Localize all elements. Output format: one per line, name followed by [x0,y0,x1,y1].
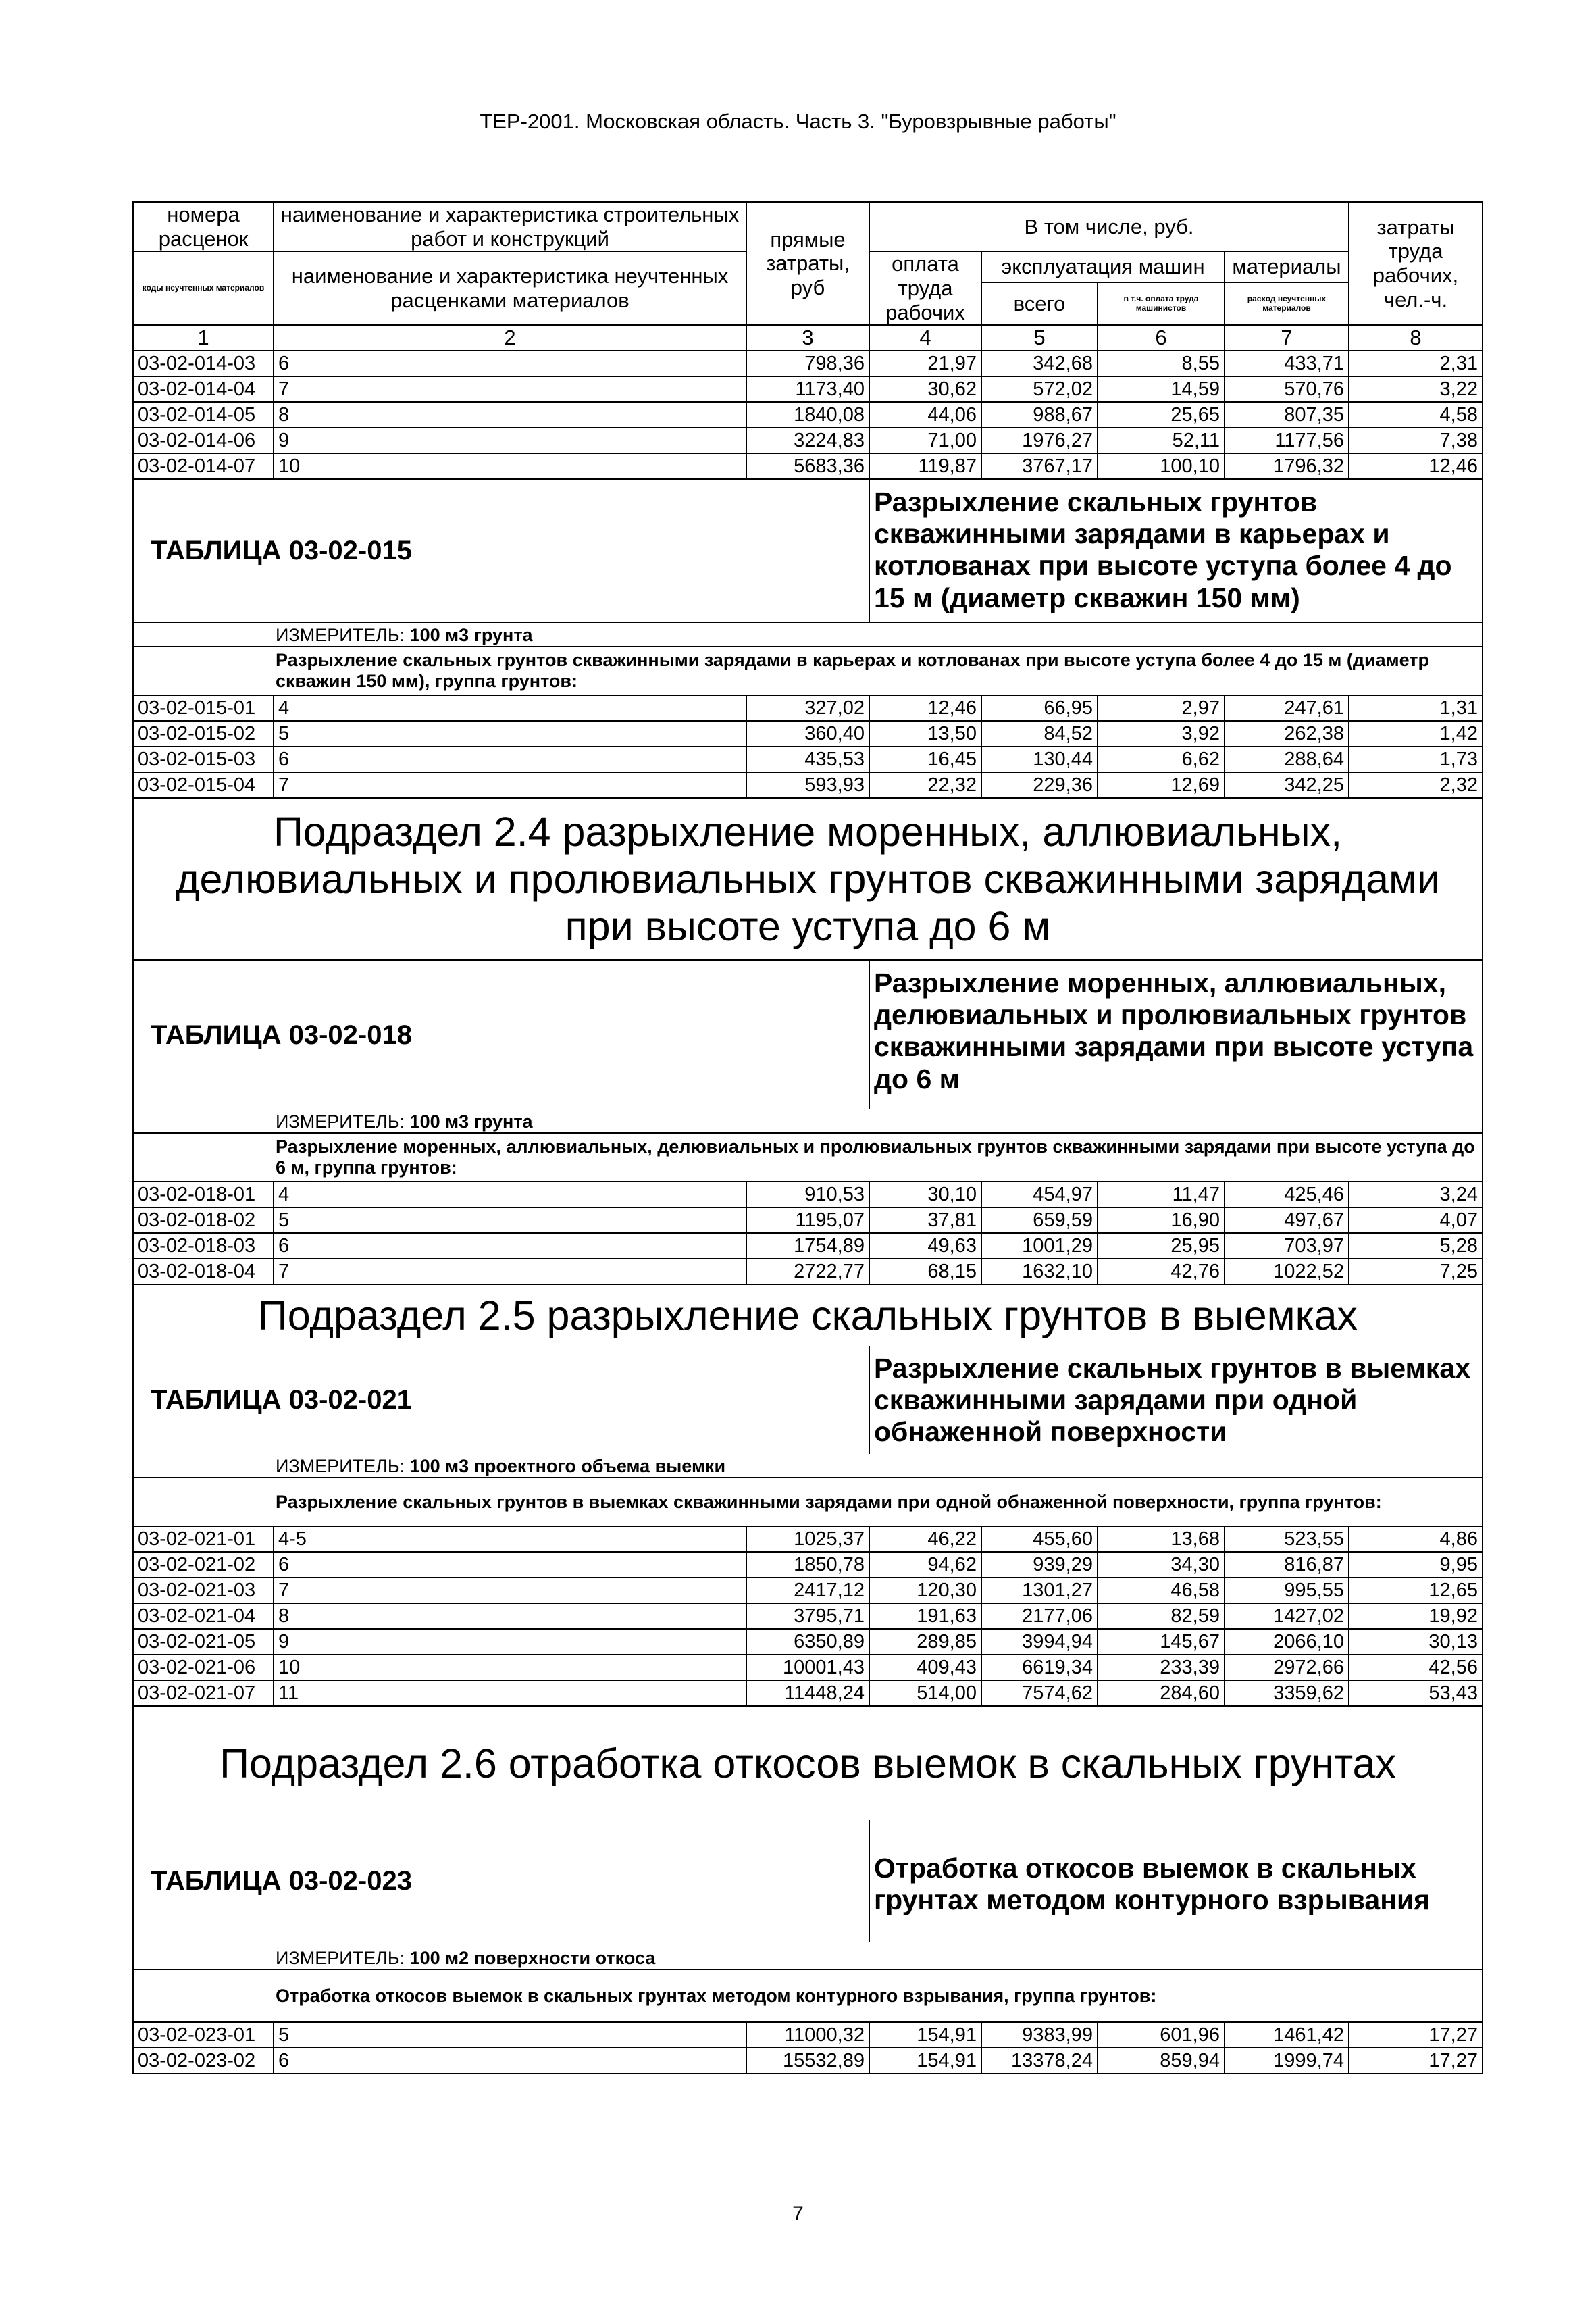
machinist-wages-cell: 601,96 [1098,2022,1225,2048]
machines-total-cell: 9383,99 [981,2022,1098,2048]
rate-code-cell: 03-02-021-02 [133,1552,274,1578]
page-header: ТЕР-2001. Московская область. Часть 3. "Буровзрывные работы" [480,109,1116,133]
table-row [133,453,1483,479]
direct-costs-cell: 1840,08 [746,402,869,428]
table-row [133,1552,1483,1578]
labor-costs-cell: 19,92 [1349,1603,1483,1629]
direct-costs-cell: 360,40 [746,721,869,747]
table-018-desc-row [133,1133,1483,1182]
machines-total-cell: 1001,29 [981,1233,1098,1259]
materials-cell: 1461,42 [1225,2022,1349,2048]
wages-cell: 154,91 [869,2048,981,2073]
soil-group-cell: 6 [274,1233,746,1259]
table-row [133,721,1483,747]
table-row [133,1629,1483,1655]
column-numbers-row [133,325,1483,351]
soil-group-cell: 4-5 [274,1526,746,1552]
labor-costs-cell: 4,86 [1349,1526,1483,1552]
labor-costs-cell: 1,42 [1349,721,1483,747]
soil-group-cell: 6 [274,747,746,772]
direct-costs-cell: 2417,12 [746,1578,869,1603]
soil-group-cell: 9 [274,1629,746,1655]
col-number: 5 [981,325,1098,351]
subsection-2-5-row [133,1284,1483,1346]
materials-cell: 433,71 [1225,351,1349,376]
wages-cell: 289,85 [869,1629,981,1655]
wages-cell: 30,10 [869,1182,981,1207]
machinist-wages-cell: 8,55 [1098,351,1225,376]
col-number: 4 [869,325,981,351]
wages-cell: 12,46 [869,695,981,721]
soil-group-cell: 7 [274,1259,746,1284]
table-row [133,772,1483,798]
direct-costs-cell: 1754,89 [746,1233,869,1259]
machines-total-cell: 2177,06 [981,1603,1098,1629]
soil-group-cell: 7 [274,1578,746,1603]
table-021-title: Разрыхление скальных грунтов в выемках скважинными зарядами при одной обнаженной поверхности [869,1346,1483,1454]
labor-costs-cell: 3,24 [1349,1182,1483,1207]
rate-code-cell: 03-02-021-03 [133,1578,274,1603]
rate-code-cell: 03-02-021-01 [133,1526,274,1552]
table-row [133,1526,1483,1552]
machines-total-cell: 939,29 [981,1552,1098,1578]
table-015-heading [133,479,1483,622]
rate-code-cell: 03-02-014-05 [133,402,274,428]
direct-costs-cell: 3795,71 [746,1603,869,1629]
rate-code-cell: 03-02-015-04 [133,772,274,798]
table-018-desc: Разрыхление моренных, аллювиальных, делювиальных и пролювиальных грунтов скважинными зарядами при высоте уступа до 6 м, группа грунтов: [133,1133,1483,1182]
machinist-wages-cell: 13,68 [1098,1526,1225,1552]
rate-code-cell: 03-02-021-06 [133,1655,274,1680]
soil-group-cell: 6 [274,1552,746,1578]
materials-cell: 1022,52 [1225,1259,1349,1284]
col-number: 1 [133,325,274,351]
page-number: 7 [792,2203,804,2225]
machines-total-cell: 1632,10 [981,1259,1098,1284]
materials-cell: 995,55 [1225,1578,1349,1603]
wages-cell: 154,91 [869,2022,981,2048]
table-015-label: ТАБЛИЦА 03-02-015 [133,479,869,622]
rate-code-cell: 03-02-014-07 [133,453,274,479]
soil-group-cell: 8 [274,1603,746,1629]
machines-total-cell: 1301,27 [981,1578,1098,1603]
rate-code-cell: 03-02-021-05 [133,1629,274,1655]
table-row [133,1233,1483,1259]
labor-costs-cell: 9,95 [1349,1552,1483,1578]
labor-costs-cell: 12,65 [1349,1578,1483,1603]
machines-total-cell: 988,67 [981,402,1098,428]
soil-group-cell: 4 [274,1182,746,1207]
machines-total-cell: 3994,94 [981,1629,1098,1655]
labor-costs-cell: 4,58 [1349,402,1483,428]
machinist-wages-cell: 14,59 [1098,376,1225,402]
machinist-wages-cell: 25,95 [1098,1233,1225,1259]
direct-costs-cell: 11448,24 [746,1680,869,1706]
direct-costs-cell: 798,36 [746,351,869,376]
table-023-desc: Отработка откосов выемок в скальных грунтах методом контурного взрывания, группа грунтов: [133,1969,1483,2022]
machinist-wages-cell: 42,76 [1098,1259,1225,1284]
soil-group-cell: 11 [274,1680,746,1706]
table-023-meter: 100 м2 поверхности откоса [409,1948,656,1969]
col-direct-costs-header: прямые затраты, руб [746,202,869,325]
machinist-wages-cell: 16,90 [1098,1207,1225,1233]
table-row [133,1680,1483,1706]
col-work-name-header: наименование и характеристика строительных работ и конструкций [274,202,746,251]
materials-cell: 497,67 [1225,1207,1349,1233]
machinist-wages-cell: 2,97 [1098,695,1225,721]
table-021-meter: 100 м3 проектного объема выемки [409,1456,726,1477]
machinist-wages-cell: 46,58 [1098,1578,1225,1603]
machines-total-cell: 84,52 [981,721,1098,747]
table-023-desc-row [133,1969,1483,2022]
table-018-label: ТАБЛИЦА 03-02-018 [133,960,869,1109]
col-wages-header: оплата труда рабочих [869,251,981,325]
direct-costs-cell: 6350,89 [746,1629,869,1655]
soil-group-cell: 5 [274,721,746,747]
table-row [133,1655,1483,1680]
direct-costs-cell: 10001,43 [746,1655,869,1680]
meter-prefix: ИЗМЕРИТЕЛЬ: [276,1111,410,1132]
labor-costs-cell: 3,22 [1349,376,1483,402]
soil-group-cell: 6 [274,2048,746,2073]
materials-cell: 2972,66 [1225,1655,1349,1680]
machinist-wages-cell: 145,67 [1098,1629,1225,1655]
subsection-2-4-row [133,798,1483,960]
soil-group-cell: 6 [274,351,746,376]
direct-costs-cell: 1025,37 [746,1526,869,1552]
direct-costs-cell: 11000,32 [746,2022,869,2048]
machines-total-cell: 454,97 [981,1182,1098,1207]
materials-cell: 1427,02 [1225,1603,1349,1629]
rate-code-cell: 03-02-023-02 [133,2048,274,2073]
rate-code-cell: 03-02-018-02 [133,1207,274,1233]
table-row [133,1578,1483,1603]
direct-costs-cell: 1850,78 [746,1552,869,1578]
meter-prefix: ИЗМЕРИТЕЛЬ: [276,1456,410,1477]
table-021-desc: Разрыхление скальных грунтов в выемках скважинными зарядами при одной обнаженной поверхности, группа грунтов: [133,1478,1483,1526]
col-number: 2 [274,325,746,351]
col-machinist-wages-header: в т.ч. оплата труда машинистов [1098,282,1225,325]
table-023-heading [133,1820,1483,1942]
wages-cell: 46,22 [869,1526,981,1552]
table-row [133,351,1483,376]
machinist-wages-cell: 6,62 [1098,747,1225,772]
machines-total-cell: 7574,62 [981,1680,1098,1706]
direct-costs-cell: 5683,36 [746,453,869,479]
table-021-heading [133,1346,1483,1454]
machinist-wages-cell: 3,92 [1098,721,1225,747]
direct-costs-cell: 435,53 [746,747,869,772]
direct-costs-cell: 327,02 [746,695,869,721]
direct-costs-cell: 593,93 [746,772,869,798]
wages-cell: 94,62 [869,1552,981,1578]
machinist-wages-cell: 25,65 [1098,402,1225,428]
machinist-wages-cell: 12,69 [1098,772,1225,798]
labor-costs-cell: 4,07 [1349,1207,1483,1233]
table-row [133,695,1483,721]
col-materials-use-header: расход неучтенных материалов [1225,282,1349,325]
machinist-wages-cell: 11,47 [1098,1182,1225,1207]
wages-cell: 68,15 [869,1259,981,1284]
rate-code-cell: 03-02-021-07 [133,1680,274,1706]
wages-cell: 37,81 [869,1207,981,1233]
materials-cell: 1999,74 [1225,2048,1349,2073]
wages-cell: 191,63 [869,1603,981,1629]
machines-total-cell: 3767,17 [981,453,1098,479]
direct-costs-cell: 2722,77 [746,1259,869,1284]
soil-group-cell: 4 [274,695,746,721]
rate-code-cell: 03-02-014-03 [133,351,274,376]
soil-group-cell: 8 [274,402,746,428]
wages-cell: 44,06 [869,402,981,428]
labor-costs-cell: 53,43 [1349,1680,1483,1706]
subsection-2-6-title: Подраздел 2.6 отработка откосов выемок в скальных грунтах [133,1706,1483,1820]
table-row [133,376,1483,402]
soil-group-cell: 10 [274,1655,746,1680]
table-row [133,747,1483,772]
materials-cell: 523,55 [1225,1526,1349,1552]
col-number: 8 [1349,325,1483,351]
machines-total-cell: 342,68 [981,351,1098,376]
labor-costs-cell: 17,27 [1349,2048,1483,2073]
direct-costs-cell: 910,53 [746,1182,869,1207]
table-015-desc: Разрыхление скальных грунтов скважинными зарядами в карьерах и котлованах при высоте уступа более 4 до 15 м (диаметр скважин 150 мм), группа грунтов: [133,647,1483,695]
table-row [133,402,1483,428]
wages-cell: 22,32 [869,772,981,798]
meter-prefix: ИЗМЕРИТЕЛЬ: [276,1948,410,1969]
labor-costs-cell: 2,31 [1349,351,1483,376]
rate-code-cell: 03-02-018-01 [133,1182,274,1207]
col-including-header: В том числе, руб. [869,202,1349,251]
labor-costs-cell: 2,32 [1349,772,1483,798]
wages-cell: 514,00 [869,1680,981,1706]
table-row [133,1259,1483,1284]
table-018-title: Разрыхление моренных, аллювиальных, делювиальных и пролювиальных грунтов скважинными зарядами при высоте уступа до 6 м [869,960,1483,1109]
direct-costs-cell: 15532,89 [746,2048,869,2073]
wages-cell: 49,63 [869,1233,981,1259]
materials-cell: 1796,32 [1225,453,1349,479]
col-rate-number-header: номера расценок [133,202,274,251]
soil-group-cell: 5 [274,2022,746,2048]
machines-total-cell: 572,02 [981,376,1098,402]
materials-cell: 1177,56 [1225,428,1349,453]
table-018-meter-row [133,1109,1483,1133]
machinist-wages-cell: 284,60 [1098,1680,1225,1706]
table-row [133,2048,1483,2073]
labor-costs-cell: 1,31 [1349,695,1483,721]
machinist-wages-cell: 34,30 [1098,1552,1225,1578]
col-machines-total-header: всего [981,282,1098,325]
table-021-meter-row [133,1454,1483,1478]
materials-cell: 247,61 [1225,695,1349,721]
subsection-2-6-row [133,1706,1483,1820]
labor-costs-cell: 17,27 [1349,2022,1483,2048]
machines-total-cell: 13378,24 [981,2048,1098,2073]
table-023-label: ТАБЛИЦА 03-02-023 [133,1820,869,1942]
materials-cell: 288,64 [1225,747,1349,772]
labor-costs-cell: 1,73 [1349,747,1483,772]
table-row [133,1207,1483,1233]
materials-cell: 3359,62 [1225,1680,1349,1706]
table-021-label: ТАБЛИЦА 03-02-021 [133,1346,869,1454]
materials-cell: 816,87 [1225,1552,1349,1578]
col-number: 7 [1225,325,1349,351]
table-row [133,1182,1483,1207]
wages-cell: 21,97 [869,351,981,376]
wages-cell: 16,45 [869,747,981,772]
machines-total-cell: 659,59 [981,1207,1098,1233]
wages-cell: 119,87 [869,453,981,479]
labor-costs-cell: 5,28 [1349,1233,1483,1259]
rate-code-cell: 03-02-021-04 [133,1603,274,1629]
header-row-1 [133,202,1483,251]
subsection-2-4-title: Подраздел 2.4 разрыхление моренных, аллювиальных, делювиальных и пролювиальных грунтов скважинными зарядами при высоте уступа до 6 м [133,798,1483,960]
direct-costs-cell: 3224,83 [746,428,869,453]
machinist-wages-cell: 233,39 [1098,1655,1225,1680]
soil-group-cell: 9 [274,428,746,453]
rate-code-cell: 03-02-018-03 [133,1233,274,1259]
wages-cell: 30,62 [869,376,981,402]
labor-costs-cell: 12,46 [1349,453,1483,479]
materials-cell: 570,76 [1225,376,1349,402]
rate-code-cell: 03-02-023-01 [133,2022,274,2048]
labor-costs-cell: 42,56 [1349,1655,1483,1680]
machinist-wages-cell: 100,10 [1098,453,1225,479]
machines-total-cell: 130,44 [981,747,1098,772]
table-015-meter-row [133,622,1483,647]
rate-code-cell: 03-02-015-03 [133,747,274,772]
materials-cell: 342,25 [1225,772,1349,798]
labor-costs-cell: 7,25 [1349,1259,1483,1284]
table-023-title: Отработка откосов выемок в скальных грунтах методом контурного взрывания [869,1820,1483,1942]
meter-prefix: ИЗМЕРИТЕЛЬ: [276,625,410,646]
machinist-wages-cell: 82,59 [1098,1603,1225,1629]
table-row [133,1603,1483,1629]
machines-total-cell: 1976,27 [981,428,1098,453]
wages-cell: 71,00 [869,428,981,453]
subsection-2-5-title: Подраздел 2.5 разрыхление скальных грунтов в выемках [133,1284,1483,1346]
rate-code-cell: 03-02-015-02 [133,721,274,747]
machines-total-cell: 455,60 [981,1526,1098,1552]
rate-code-cell: 03-02-014-06 [133,428,274,453]
soil-group-cell: 5 [274,1207,746,1233]
soil-group-cell: 7 [274,772,746,798]
wages-cell: 409,43 [869,1655,981,1680]
machines-total-cell: 229,36 [981,772,1098,798]
wages-cell: 13,50 [869,721,981,747]
col-material-codes-header: коды неучтенных материалов [133,251,274,325]
labor-costs-cell: 30,13 [1349,1629,1483,1655]
machinist-wages-cell: 52,11 [1098,428,1225,453]
col-labor-costs-header: затраты труда рабочих, чел.-ч. [1349,202,1483,325]
direct-costs-cell: 1195,07 [746,1207,869,1233]
labor-costs-cell: 7,38 [1349,428,1483,453]
col-material-name-header: наименование и характеристика неучтенных расценками материалов [274,251,746,325]
rate-code-cell: 03-02-018-04 [133,1259,274,1284]
materials-cell: 807,35 [1225,402,1349,428]
machinist-wages-cell: 859,94 [1098,2048,1225,2073]
col-materials-header: материалы [1225,251,1349,282]
materials-cell: 2066,10 [1225,1629,1349,1655]
col-machines-header: эксплуатация машин [981,251,1225,282]
rate-code-cell: 03-02-015-01 [133,695,274,721]
soil-group-cell: 10 [274,453,746,479]
rates-table [132,201,1483,2074]
machines-total-cell: 6619,34 [981,1655,1098,1680]
col-number: 3 [746,325,869,351]
table-018-meter: 100 м3 грунта [409,1111,533,1132]
table-015-meter: 100 м3 грунта [409,625,533,646]
table-023-meter-row [133,1942,1483,1969]
table-row [133,428,1483,453]
table-015-desc-row [133,647,1483,695]
soil-group-cell: 7 [274,376,746,402]
machines-total-cell: 66,95 [981,695,1098,721]
table-021-desc-row [133,1478,1483,1526]
table-018-heading [133,960,1483,1109]
wages-cell: 120,30 [869,1578,981,1603]
materials-cell: 425,46 [1225,1182,1349,1207]
rate-code-cell: 03-02-014-04 [133,376,274,402]
table-row [133,2022,1483,2048]
col-number: 6 [1098,325,1225,351]
materials-cell: 703,97 [1225,1233,1349,1259]
table-015-title: Разрыхление скальных грунтов скважинными зарядами в карьерах и котлованах при высоте уступа более 4 до 15 м (диаметр скважин 150 мм) [869,479,1483,622]
direct-costs-cell: 1173,40 [746,376,869,402]
materials-cell: 262,38 [1225,721,1349,747]
